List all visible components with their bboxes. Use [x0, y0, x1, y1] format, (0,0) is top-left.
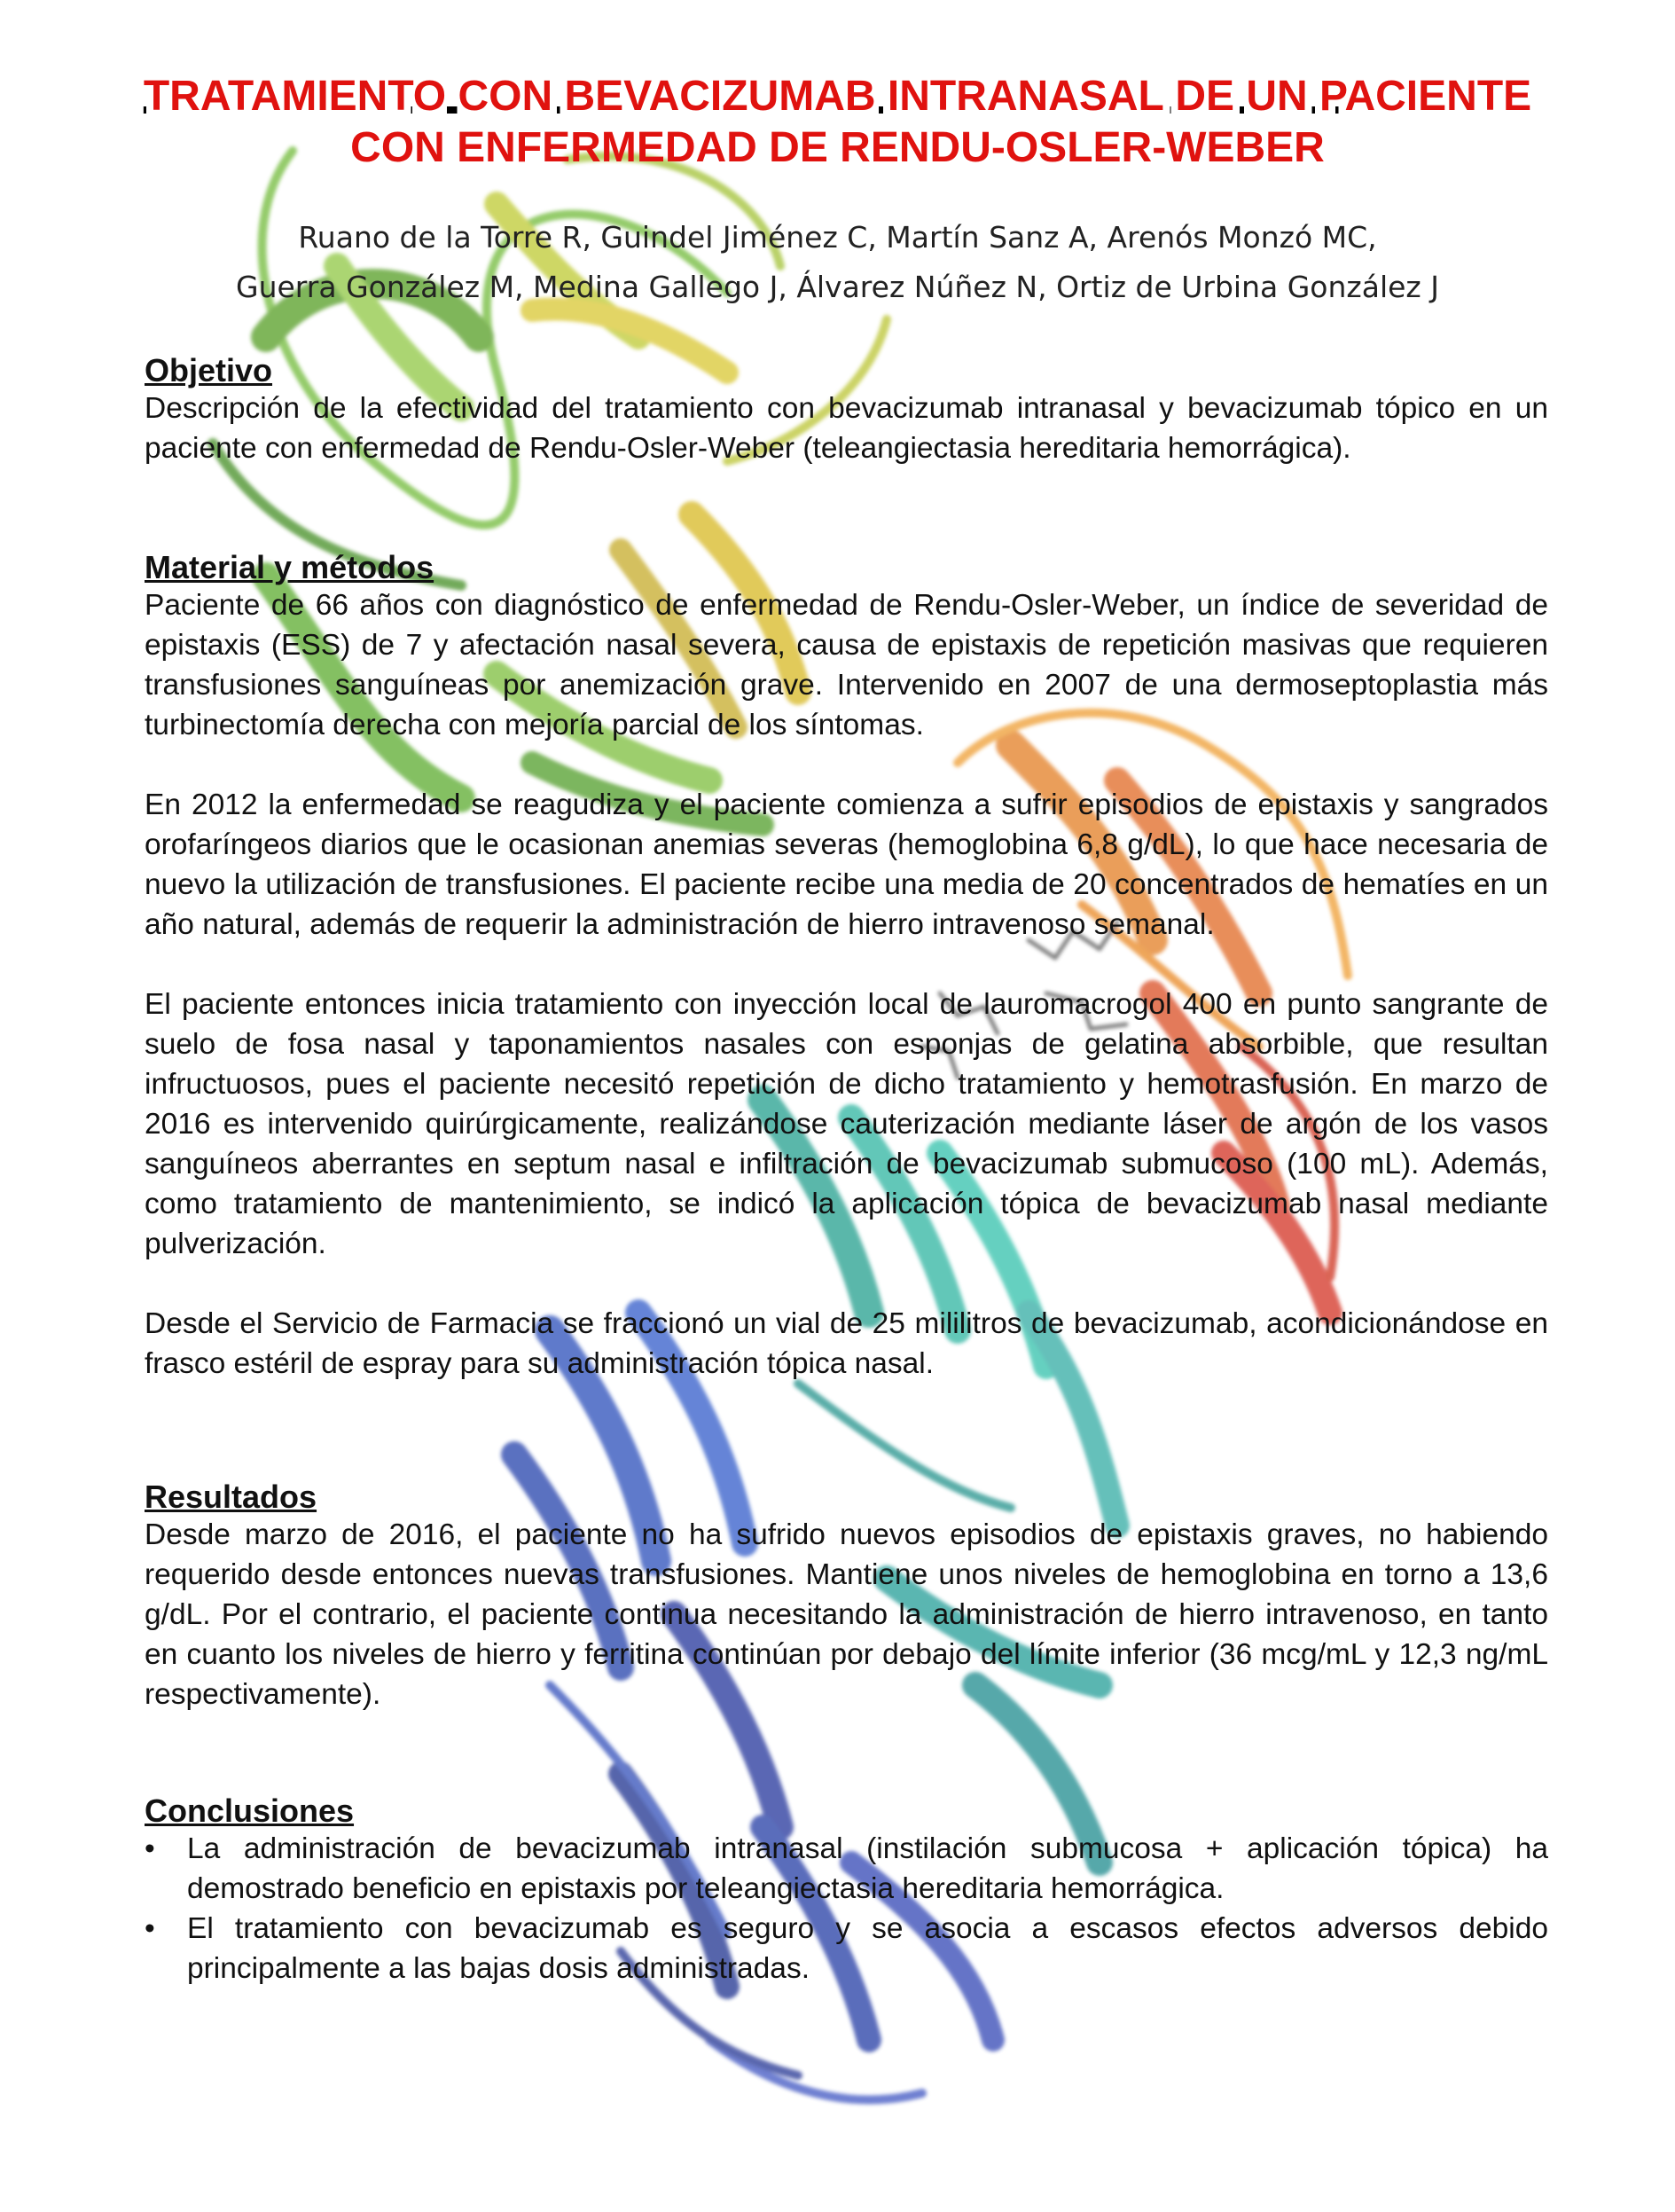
resultados-text: Desde marzo de 2016, el paciente no ha sufrido nuevos episodios de epistaxis graves, no habiendo requerido desde entonces nuevas transfusiones. Mantiene unos niveles de hemoglobina en torno a 13,6 g/dL. Por el contrario, el paciente continua necesitando la administración de hierro intravenoso, en tanto en cuanto los niveles de hierro y ferritina continúan por debajo del límite inferior (36 mcg/mL y 12,3 ng/mL respectivamente).: [145, 1518, 1548, 1711]
section-resultados: [145, 1479, 1548, 1714]
title-line-2: CON ENFERMEDAD DE RENDU-OSLER-WEBER: [350, 124, 1325, 171]
conclusion-text: El tratamiento con bevacizumab es seguro y se asocia a escasos efectos adversos debido principalmente a las bajas dosis administradas.: [187, 1912, 1548, 1985]
conclusiones-list: [145, 1829, 1548, 1988]
material-paragraph: El paciente entonces inicia tratamiento con inyección local de lauromacrogol 400 en punto sangrante de suelo de fosa nasal y taponamientos nasales con esponjas de gelatina absorbible, que resultan infructuosos, pues el paciente necesitó repetición de dicho tratamiento y hemotrasfusión. En marzo de 2016 es intervenido quirúrgicamente, realizándose cauterización mediante láser de argón de los vasos sanguíneos aberrantes en septum nasal e infiltración de bevacizumab submucoso (100 mL). Además, como tratamiento de mantenimiento, se indicó la aplicación tópica de bevacizumab nasal mediante pulverización.: [145, 988, 1548, 1260]
section-objetivo: [145, 353, 1548, 468]
objetivo-text: Descripción de la efectividad del tratamiento con bevacizumab intranasal y bevacizumab tópico en un paciente con enfermedad de Rendu-Osler-Weber (teleangiectasia hereditaria hemorrágica).: [145, 392, 1548, 465]
resultados-heading: Resultados: [145, 1479, 317, 1515]
authors-line-2: Guerra González M, Medina Gallego J, Álvarez Núñez N, Ortiz de Urbina González J: [236, 270, 1439, 304]
section-material-metodos: [145, 550, 1548, 1384]
material-paragraph: Desde el Servicio de Farmacia se fraccionó un vial de 25 mililitros de bevacizumab, acondicionándose en frasco estéril de espray para su administración tópica nasal.: [145, 1307, 1548, 1380]
conclusiones-heading: Conclusiones: [145, 1792, 355, 1829]
title-line-1: TRATAMIENTO CON BEVACIZUMAB INTRANASAL DE UN PACIENTE: [143, 73, 1532, 120]
authors-line-1: Ruano de la Torre R, Guindel Jiménez C, Martín Sanz A, Arenós Monzó MC,: [298, 220, 1377, 255]
conclusion-text: La administración de bevacizumab intranasal (instilación submucosa + aplicación tópica) ha demostrado beneficio en epistaxis por teleangiectasia hereditaria hemorrágica.: [187, 1832, 1548, 1905]
material-paragraph: En 2012 la enfermedad se reagudiza y el paciente comienza a sufrir episodios de epistaxis y sangrados orofaríngeos diarios que le ocasionan anemias severas (hemoglobina 6,8 g/dL), lo que hace necesaria de nuevo la utilización de transfusiones. El paciente recibe una media de 20 concentrados de hematíes en un año natural, además de requerir la administración de hierro intravenoso semanal.: [145, 788, 1548, 941]
objetivo-heading: Objetivo: [145, 352, 273, 388]
author-list: [0, 213, 1675, 312]
material-paragraph: Paciente de 66 años con diagnóstico de enfermedad de Rendu-Osler-Weber, un índice de severidad de epistaxis (ESS) de 7 y afectación nasal severa, causa de epistaxis de repetición masivas que requieren transfusiones sanguíneas por anemización grave. Intervenido en 2007 de una dermoseptoplastia más turbinectomía derecha con mejoría parcial de los síntomas.: [145, 589, 1548, 741]
list-item: [145, 1829, 1548, 1909]
bullet-icon: •: [145, 1912, 155, 1945]
material-heading: Material y métodos: [145, 549, 434, 585]
section-conclusiones: [145, 1793, 1548, 1988]
list-item: [145, 1909, 1548, 1988]
poster-title: [0, 71, 1675, 174]
bullet-icon: •: [145, 1832, 155, 1865]
